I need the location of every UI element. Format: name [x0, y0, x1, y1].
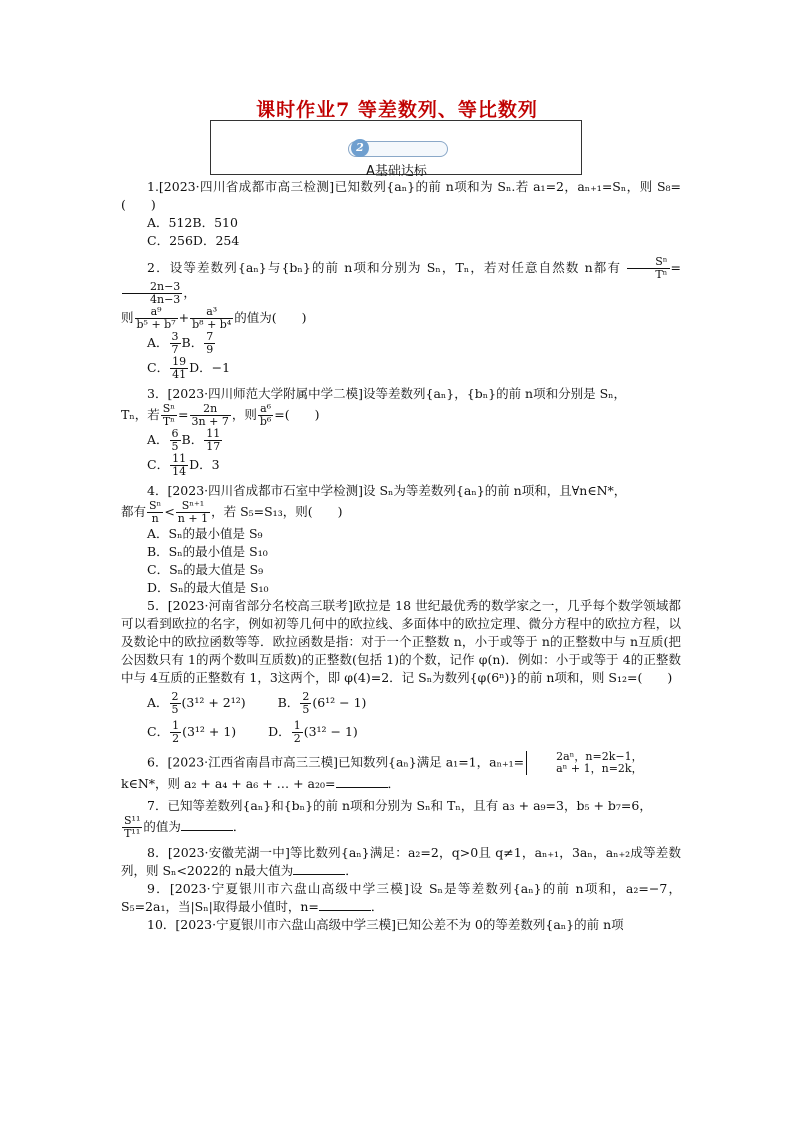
- q2-optC-frac: [170, 356, 188, 381]
- q5-optB-den: 5: [302, 703, 310, 716]
- q2-stem-b: ，: [183, 285, 196, 300]
- q4-frac1-num: Sⁿ: [149, 499, 162, 512]
- q4-option-d: D．Sₙ的最大值是 S₁₀: [147, 580, 269, 595]
- q3-frac2-den: 3n + 7: [191, 415, 229, 428]
- q2-frac-2: [122, 281, 182, 306]
- q2-frac3-num: a⁹: [135, 306, 178, 319]
- q4-frac1-den: n: [151, 512, 159, 525]
- question-4: 4．[2023·四川省成都市石室中学检测]设 Sₙ为等差数列{aₙ}的前 n项和，且∀n∈N*，: [147, 483, 627, 498]
- question-9: [121, 880, 681, 916]
- q5-optD-num: 1: [293, 719, 301, 732]
- q3-frac3-num: a⁶: [258, 403, 273, 416]
- q2-optA-frac: [170, 331, 181, 356]
- q9-end: ．: [370, 899, 384, 914]
- q3-optA-pre: A．: [147, 432, 169, 447]
- q2-optA-pre: A．: [147, 335, 169, 350]
- q7-line2-post: 的值为: [143, 819, 181, 834]
- q4-line-2: [121, 500, 681, 525]
- q3-frac1-den: Tⁿ: [162, 415, 175, 428]
- q5-optB-num: 2: [302, 690, 310, 703]
- q6-line2: k∈N*，则 a₂ + a₄ + a₆ + … + a₂₀=: [121, 776, 336, 791]
- question-7: 7．已知等差数列{aₙ}和{bₙ}的前 n项和分别为 Sₙ和 Tₙ，且有 a₃ + a₉=3，b₅ + b₇=6，: [147, 798, 652, 813]
- q3-optD: D．3: [189, 457, 220, 472]
- q2-frac3-den: b⁵ + b⁷: [136, 318, 176, 331]
- q6-case-2: aⁿ + 1，n=2k，: [556, 762, 643, 775]
- q3-optB-num: 11: [206, 427, 221, 440]
- q6-line-2: [121, 775, 681, 793]
- q2-line-2: [121, 306, 681, 331]
- q6-answer-blank[interactable]: [336, 775, 388, 788]
- q5-optB-frac: [300, 691, 311, 716]
- q3-optB-frac: [204, 428, 222, 453]
- q2-frac4-num: a³: [190, 306, 233, 319]
- q2-frac4-den: b⁸ + b⁴: [192, 318, 232, 331]
- q3-option-cd: [147, 453, 681, 478]
- question-10: 10．[2023·宁夏银川市六盘山高级中学三模]已知公差不为 0的等差数列{aₙ}的前 n项: [147, 917, 624, 932]
- q2-optC-den: 41: [172, 368, 187, 381]
- q2-optB-num: 7: [206, 330, 214, 343]
- q2-optB-pre: B．: [181, 335, 204, 350]
- q2-plus: +: [178, 310, 190, 325]
- q3-optA-den: 5: [171, 440, 179, 453]
- q5-option-cd: [147, 720, 681, 745]
- q6-stem: 6．[2023·江西省南昌市高三三模]已知数列{aₙ}满足 a₁=1，aₙ₊₁=: [147, 754, 525, 770]
- q8-end: ．: [345, 863, 358, 878]
- q7-frac-num: S¹¹: [124, 814, 141, 827]
- q4-post: ，若 S₅=S₁₃，则( ): [211, 504, 343, 519]
- q3-eq: =: [178, 407, 189, 422]
- q3-frac1-num: Sⁿ: [162, 402, 176, 415]
- q5-optD-frac: [292, 720, 303, 745]
- q5-optB-pre: B．: [277, 695, 300, 710]
- q8-stem: 8．[2023·安徽芜湖一中]等比数列{aₙ}满足：a₂=2，q>0且 q≠1，aₙ₊₁，3aₙ，aₙ₊₂成等差数列，则 Sₙ<2022的 n最大值为: [121, 845, 681, 878]
- q2-frac-3: [135, 306, 178, 331]
- q5-optC-den: 2: [172, 732, 180, 745]
- q3-mid: ，则: [231, 407, 257, 422]
- question-3: 3．[2023·四川师范大学附属中学二模]设等差数列{aₙ}，{bₙ}的前 n项和分别是 Sₙ，: [147, 386, 627, 401]
- q2-option-ab: [147, 331, 681, 356]
- question-8: [121, 844, 681, 880]
- q7-frac-den: T¹¹: [124, 827, 141, 840]
- q2-frac2-num: 2n−3: [122, 281, 182, 294]
- q3-optC-den: 14: [172, 465, 187, 478]
- q5-option-ab: [147, 691, 681, 716]
- q3-frac-2: [190, 403, 231, 428]
- q7-frac: [122, 815, 142, 840]
- q3-optC-pre: C．: [147, 457, 170, 472]
- q5-optA-pre: A．: [147, 695, 169, 710]
- q5-optD-pre: D．: [268, 724, 291, 739]
- q5-optC-num: 1: [172, 719, 180, 732]
- q2-frac-4: [190, 306, 233, 331]
- q3-optC-num: 11: [172, 452, 187, 465]
- q2-line2-post: 的值为( ): [234, 310, 307, 325]
- q5-optC-frac: [170, 720, 181, 745]
- q2-option-cd: [147, 356, 681, 381]
- q5-optB-post: (6¹² − 1): [312, 695, 367, 710]
- q3-optB-pre: B．: [181, 432, 204, 447]
- q2-line2-pre: 则: [121, 310, 134, 325]
- q5-optA-num: 2: [171, 690, 179, 703]
- question-6: [121, 751, 681, 775]
- q3-line2-pre: Tₙ，若: [121, 407, 160, 422]
- question-5: 5．[2023·河南省部分名校高三联考]欧拉是 18 世纪最优秀的数学家之一，几乎每个数学领域都可以看到欧拉的名字，例如初等几何中的欧拉线、多面体中的欧拉定理、微分方程中的欧拉方程，以及数论中的欧拉函数等等．欧拉函数是指：对于一个正整数 n，小于或等于 n的正整数中与 n互质(把公因数只有 1的两个数叫互质数)的正整数(包括 1)的个数，记作 φ(n)．例如：小于或等于 4的正整数中与 4互质的正整数有 1，3这两个，即 φ(4)=2．记 Sₙ为数列{φ(6ⁿ)}的前 n项和，则 S₁₂=( ): [121, 598, 681, 685]
- q3-line-2: [121, 403, 681, 428]
- q3-post: =( ): [274, 407, 320, 422]
- q3-optA-num: 6: [171, 427, 179, 440]
- q4-frac2-den: n + 1: [177, 512, 209, 525]
- q6-case-1: 2aⁿ，n=2k−1，: [556, 750, 643, 763]
- q4-option-c: C．Sₙ的最大值是 S₉: [147, 562, 264, 577]
- q4-line2-pre: 都有: [121, 504, 147, 519]
- page-title: 课时作业7 等差数列、等比数列: [256, 99, 538, 121]
- q6-piecewise: [526, 751, 643, 775]
- q5-optD-den: 2: [293, 732, 301, 745]
- q5-optD-post: (3¹² − 1): [303, 724, 358, 739]
- q3-optC-frac: [170, 453, 188, 478]
- q2-optC-num: 19: [172, 355, 187, 368]
- q2-frac-1: [627, 256, 669, 281]
- q5-optA-den: 5: [171, 703, 179, 716]
- q4-option-b: B．Sₙ的最小值是 S₁₀: [147, 544, 268, 559]
- q4-option-a: A．Sₙ的最小值是 S₉: [147, 526, 263, 541]
- q5-optC-post: (3¹² + 1): [182, 724, 237, 739]
- q3-frac-3: [258, 403, 273, 428]
- q5-optA-frac: [170, 691, 181, 716]
- q3-frac3-den: b⁶: [259, 415, 272, 428]
- q2-stem-a: 2．设等差数列{aₙ}与{bₙ}的前 n项和分别为 Sₙ，Tₙ，若对任意自然数 n都有: [147, 260, 622, 275]
- q2-optC-pre: C．: [147, 360, 170, 375]
- q2-optB-den: 9: [206, 343, 214, 356]
- q2-eq: =: [670, 260, 681, 275]
- q2-optD: D．−1: [189, 360, 231, 375]
- q2-optA-num: 3: [171, 330, 179, 343]
- q2-optB-frac: [204, 331, 215, 356]
- section-badge-icon: 2: [351, 139, 369, 157]
- q7-end: ．: [232, 819, 246, 834]
- q2-optA-den: 7: [171, 343, 179, 356]
- q5-optC-pre: C．: [147, 724, 170, 739]
- q9-answer-blank[interactable]: [319, 898, 371, 911]
- q6-end: ．: [387, 776, 401, 791]
- q4-lt: <: [164, 504, 175, 519]
- q2-frac2-den: 4n−3: [150, 293, 181, 306]
- section-label: A基础达标: [366, 164, 427, 179]
- question-list: [121, 178, 681, 934]
- q8-answer-blank[interactable]: [293, 862, 345, 875]
- question-1: 1.[2023·四川省成都市高三检测]已知数列{aₙ}的前 n项和为 Sₙ.若 a₁=2，aₙ₊₁=Sₙ，则 S₈=( ): [121, 179, 681, 212]
- q7-answer-blank[interactable]: [181, 818, 233, 831]
- question-2: [121, 256, 681, 306]
- q5-optA-post: (3¹² + 2¹²): [181, 695, 246, 710]
- q2-frac1-num: Sⁿ: [627, 256, 669, 269]
- q4-frac-1: [147, 500, 163, 525]
- q1-option-ab: A．512B．510: [147, 215, 238, 230]
- q3-optB-den: 17: [206, 440, 221, 453]
- q1-option-cd: C．256D．254: [147, 233, 240, 248]
- q4-frac-2: [176, 500, 210, 525]
- q3-optA-frac: [170, 428, 181, 453]
- q3-frac2-num: 2n: [190, 403, 231, 416]
- q4-frac2-num: Sⁿ⁺¹: [176, 500, 210, 513]
- section-banner: [210, 120, 582, 179]
- q3-frac-1: [161, 403, 177, 428]
- q9-stem: 9．[2023·宁夏银川市六盘山高级中学三模]设 Sₙ是等差数列{aₙ}的前 n项和，a₂=−7，S₅=2a₁，当|Sₙ|取得最小值时，n=: [121, 881, 681, 914]
- q3-option-ab: [147, 428, 681, 453]
- q7-line-2: [121, 815, 681, 840]
- q2-frac1-den: Tⁿ: [655, 268, 668, 281]
